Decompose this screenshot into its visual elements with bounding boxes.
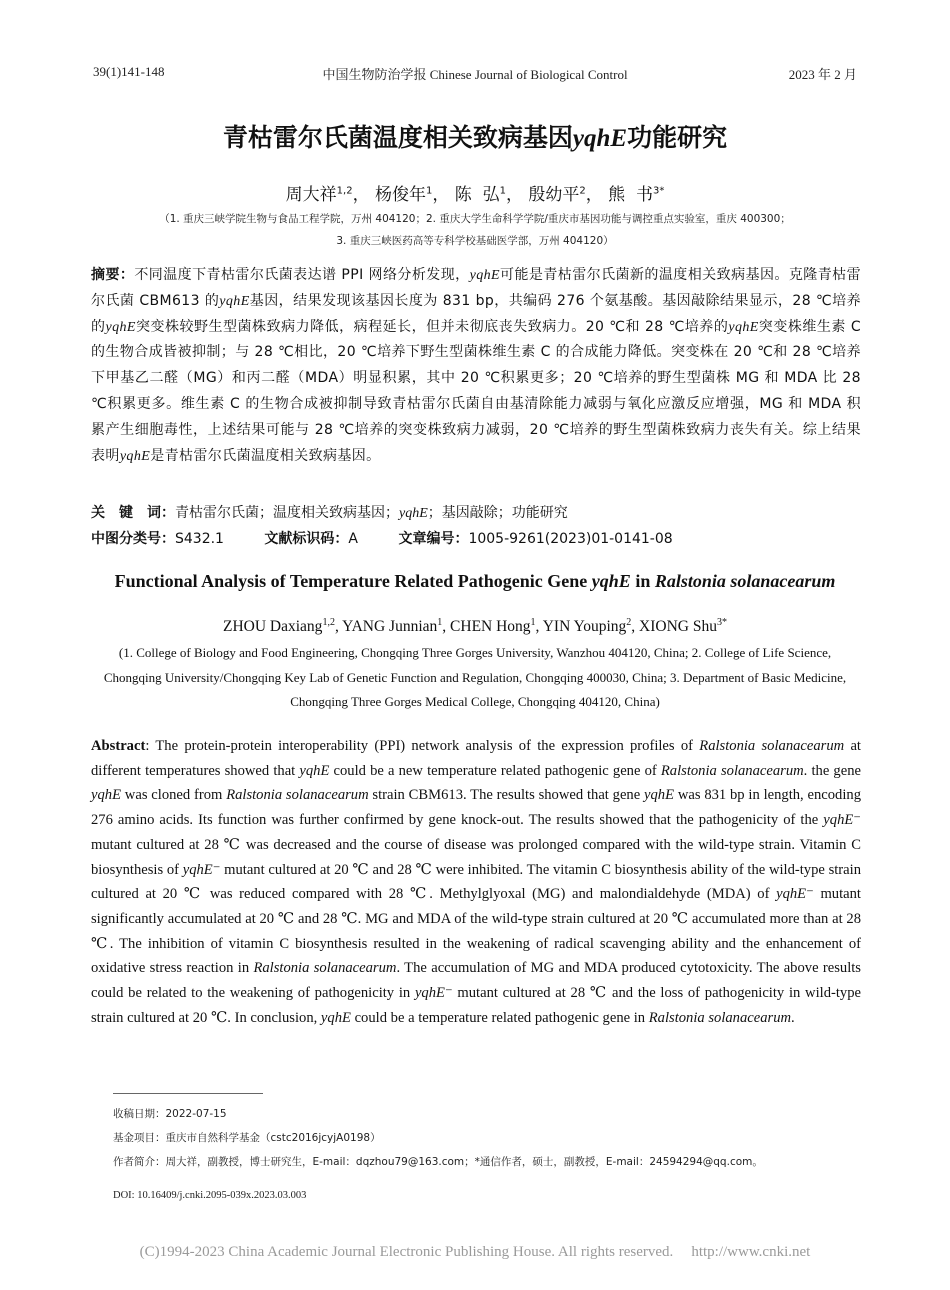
gene-name: yqhE (219, 293, 250, 309)
title-en-species: Ralstonia solanacearum (654, 571, 836, 591)
title-cn (0, 118, 950, 154)
abstract-en-text: mutant significantly accumulated at 20 ℃ and 28 ℃. MG and MDA of the wild-type strain cultured at 20 ℃ accumulated more than at 28 ℃. The inhibition of vitamin C biosynthesis resulted in the weakening of radical scavenging ability and the enhancement of oxidative stress reaction in (91, 886, 861, 977)
author-cn: 周大祥 (285, 185, 337, 205)
gene-name: yqhE⁻ (823, 812, 861, 829)
authors-cn: 周大祥$^{1,2}$， 杨俊年$^1$， 陈 弘$^1$， 殷幼平$^2$， 熊 书$^{3*}$ (285, 185, 665, 205)
gene-name: yqhE (299, 762, 330, 779)
gene-name: yqhE (105, 319, 136, 335)
gene-name: yqhE⁻ (776, 886, 814, 903)
author-cn: 陈 弘 (454, 185, 500, 205)
received-date-note: 收稿日期：2022-07-15 (113, 1108, 227, 1120)
classification-line (91, 528, 861, 548)
abstract-en-text: was 831 bp in length, encoding 276 amino acids. Its function was further confirmed by gene knock-out. The results showed that the pathogenicity of the (91, 787, 861, 829)
abstract-cn-text: 可能是青枯雷尔氏菌新的温度相关致病基因。克隆青枯雷尔氏菌 CBM613 的 (91, 267, 861, 309)
abstract-en-text: . The accumulation of MG and MDA produced cytotoxicity. The above results could be related to the weakening of pathogenicity in (91, 960, 861, 1002)
author-en-sup: 1 (530, 617, 536, 628)
cnki-link[interactable]: http://www.cnki.net (691, 1244, 811, 1260)
header-journal: 中国生物防治学报 Chinese Journal of Biological Control (322, 67, 628, 82)
copyright-text: (C)1994-2023 China Academic Journal Electronic Publishing House. All rights reserved. (139, 1244, 674, 1260)
gene-name: yqhE (644, 787, 675, 804)
article-number-value: 1005-9261(2023)01-0141-08 (468, 531, 673, 547)
abstract-en (91, 734, 861, 1030)
gene-name: yqhE (728, 319, 759, 335)
species-name: Ralstonia solanacearum (226, 787, 369, 804)
abstract-cn-text: 基因，结果发现该基因长度为 831 bp，共编码 276 个氨基酸。基因敲除结果显示，28 ℃培养的 (91, 292, 861, 335)
species-name: Ralstonia solanacearum (699, 738, 845, 754)
title-cn-tail: 功能研究 (627, 123, 728, 152)
keywords-text: ；基因敲除；功能研究 (427, 505, 568, 521)
author-en-sup: 1,2 (322, 617, 335, 628)
article-number-label: 文章编号： (398, 531, 469, 547)
affiliation-cn-line: （1. 重庆三峡学院生物与食品工程学院，万州 404120；2. 重庆大学生命科学学院/重庆市基因功能与调控重点实验室，重庆 400300； (159, 213, 791, 225)
abstract-en-text: . the gene (803, 762, 861, 779)
title-cn-main: 青枯雷尔氏菌温度相关致病基因 (222, 123, 573, 152)
copyright-footer (0, 1244, 950, 1261)
gene-name: yqhE (119, 448, 151, 464)
author-cn-sup: 1 (425, 185, 433, 197)
author-en-sup: 2 (626, 617, 632, 628)
abstract-en-text: strain CBM613. The results showed that gene (368, 787, 645, 804)
affiliation-en: (1. College of Biology and Food Engineering, Chongqing Three Gorges University, Wanzhou 404120, China; 2. College of Life Science, Chongqing University/Chongqing Key Lab of Genetic Function and Regulation, Chongqing 400030, China; 3. Department of Basic Medicine, Chongqing Three Gorges Medical College, Chongqing 404120, China) (103, 645, 847, 710)
header-volume: 39(1)141-148 (93, 64, 165, 79)
clc-label: 中图分类号： (91, 531, 175, 547)
title-en-text: Functional Analysis of Temperature Related Pathogenic Gene (114, 571, 592, 591)
author-cn: 殷幼平 (528, 185, 580, 205)
doc-code-label: 文献标识码： (264, 531, 349, 547)
keywords-label: 关 键 词： (91, 505, 175, 521)
abstract-en-text: mutant cultured at 28 ℃ and the loss of pathogenicity in wild-type strain cultured at 20 ℃. In conclusion, (91, 985, 861, 1026)
authors-en: ZHOU Daxiang$^{1,2}$, YANG Junnian$^1$, CHEN Hong$^1$, YIN Youping$^2$, XIONG Shu$^{3*}$ (223, 617, 727, 636)
title-cn-gene: yqhE (572, 125, 628, 152)
gene-name: yqhE⁻ (182, 861, 221, 878)
keywords-cn (91, 502, 861, 522)
footnote-divider (113, 1093, 263, 1094)
abstract-en-text: mutant cultured at 28 ℃ was decreased and the course of disease was prolonged compared with the wild-type strain. Vitamin C biosynthesis of (91, 836, 861, 878)
abstract-cn (91, 263, 861, 469)
abstract-en-text: : The protein-protein interoperability (PPI) network analysis of the expression profiles of (145, 738, 700, 754)
author-en: ZHOU Daxiang (223, 618, 323, 636)
gene-name: yqhE⁻ (414, 985, 453, 1002)
doi-note: DOI: 10.16409/j.cnki.2095-039x.2023.03.003 (113, 1190, 307, 1201)
author-cn-sup: 2 (579, 185, 586, 197)
affiliation-cn-line: 3. 重庆三峡医药高等专科学校基础医学部，万州 404120） (336, 235, 614, 247)
author-cn: 杨俊年 (374, 185, 426, 205)
doc-code-value: A (348, 531, 358, 547)
author-note: 作者简介：周大祥，副教授，博士研究生，E-mail：dqzhou79@163.com；*通信作者，硕士，副教授，E-mail：24594294@qq.com。 (113, 1156, 763, 1168)
abstract-en-text: at different temperatures showed that (91, 738, 861, 779)
abstract-cn-text: 突变株维生素 C 的生物合成皆被抑制；与 28 ℃相比，20 ℃培养下野生型菌株维生素 C 的合成能力降低。突变株在 20 ℃和 28 ℃培养下甲基乙二醛（MG）和丙二醛（MDA）明显积累，其中 20 ℃积累更多；20 ℃培养的野生型菌株 MG 和 MDA 比 28 ℃积累更多。维生素 C 的生物合成被抑制导致青枯雷尔氏菌自由基清除能力减弱与氧化应激反应增强，MG 和 MDA 积累产生细胞毒性，上述结果可能与 28 ℃培养的突变株致病力减弱，20 ℃培养的野生型菌株致病力丧失有关。综上结果表明 (91, 318, 861, 464)
abstract-en-text: was cloned from (121, 787, 227, 804)
abstract-en-text: could be a new temperature related pathogenic gene of (329, 762, 661, 779)
abstract-en-text: . (791, 1009, 795, 1026)
author-cn-sup: 1 (499, 185, 506, 197)
gene-name: yqhE (320, 1009, 351, 1026)
abstract-cn-label: 摘要： (91, 267, 135, 283)
author-en: YANG Junnian (342, 618, 438, 636)
title-en (0, 571, 950, 592)
species-name: Ralstonia solanacearum (253, 960, 397, 977)
clc-value: S432.1 (175, 531, 224, 547)
header-date: 2023 年 2 月 (788, 67, 857, 82)
author-cn-sup: 3* (652, 185, 665, 197)
fund-note: 基金项目：重庆市自然科学基金（cstc2016jcyjA0198） (113, 1132, 381, 1144)
gene-name: yqhE (91, 787, 121, 804)
species-name: Ralstonia solanacearum (660, 762, 804, 779)
running-header (93, 64, 857, 84)
abstract-en-text: could be a temperature related pathogenic gene in (350, 1009, 649, 1026)
author-en: YIN Youping (542, 618, 627, 636)
author-cn-sup: 1,2 (336, 185, 353, 197)
species-name: Ralstonia solanacearum (648, 1009, 792, 1026)
title-en-text: in (630, 571, 655, 591)
author-en-sup: 1 (437, 617, 443, 628)
abstract-en-text: mutant cultured at 20 ℃ and 28 ℃ were inhibited. The vitamin C biosynthesis ability of the wild-type strain cultured at 20 ℃ was reduced compared with 28 ℃. Methylglyoxal (MG) and malondialdehyde (MDA) of (91, 861, 861, 903)
abstract-cn-text: 是青枯雷尔氏菌温度相关致病基因。 (150, 447, 381, 464)
author-en: XIONG Shu (639, 618, 717, 636)
gene-name: yqhE (399, 506, 428, 521)
author-en: CHEN Hong (450, 618, 531, 636)
abstract-cn-text: 不同温度下青枯雷尔氏菌表达谱 PPI 网络分析发现， (134, 267, 470, 283)
author-cn: 熊 书 (608, 185, 653, 205)
title-en-gene: yqhE (591, 571, 631, 591)
author-en-sup: 3* (716, 617, 727, 628)
abstract-en-label: Abstract (91, 738, 146, 754)
keywords-text: 青枯雷尔氏菌；温度相关致病基因； (175, 505, 399, 521)
abstract-cn-text: 突变株较野生型菌株致病力降低，病程延长，但并未彻底丧失致病力。20 ℃和 28 ℃培养的 (135, 318, 729, 335)
gene-name: yqhE (469, 268, 500, 283)
